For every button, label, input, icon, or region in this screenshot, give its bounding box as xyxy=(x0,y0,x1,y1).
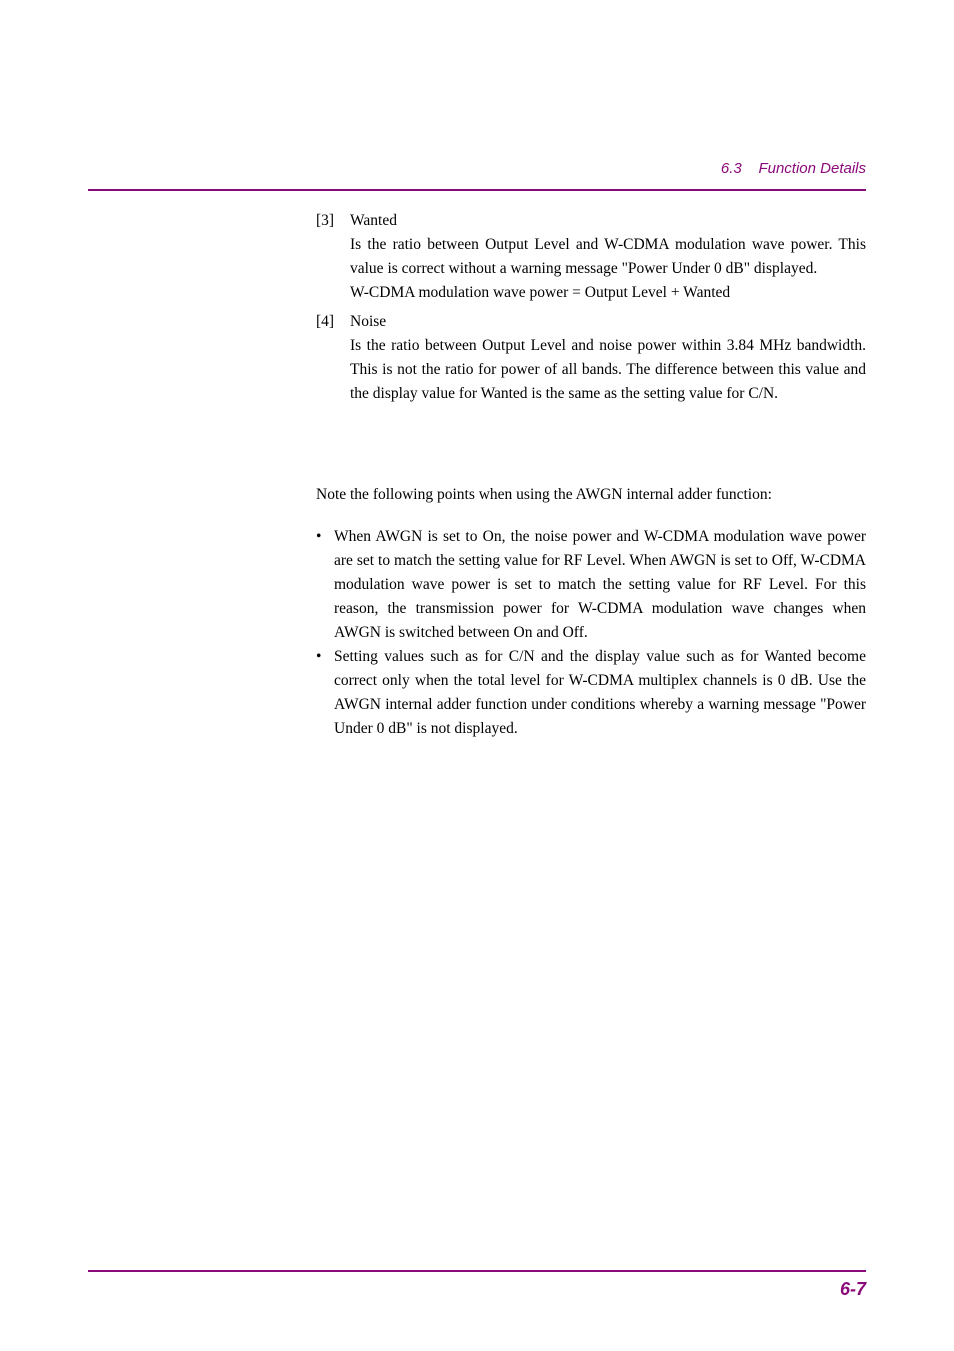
definition-item-wanted xyxy=(316,209,866,305)
section-header-title: 6.3 Function Details xyxy=(720,160,866,177)
bullet-text: Setting values such as for C/N and the display value such as for Wanted become correct only when the total level for W-CDMA multiplex channels is 0 dB. Use the AWGN internal adder function under conditions whereby a warning message "Power Under 0 dB" is not displayed. xyxy=(334,648,866,737)
list-item xyxy=(316,645,866,741)
definition-term: Noise xyxy=(350,313,387,330)
list-item xyxy=(316,525,866,645)
definition-list xyxy=(316,209,866,406)
definition-paragraph: Is the ratio between Output Level and W-CDMA modulation wave power. This value is correct without a warning message "Power Under 0 dB" displayed. xyxy=(350,236,866,277)
definition-number: [4] xyxy=(316,313,335,330)
page-number: 6-7 xyxy=(839,1279,866,1299)
bullet-text: When AWGN is set to On, the noise power and W-CDMA modulation wave power are set to match the setting value for RF Level. When AWGN is set to Off, W-CDMA modulation wave power is set to match the setting value for RF Level. For this reason, the transmission power for W-CDMA modulation wave changes when AWGN is switched between On and Off. xyxy=(334,528,866,641)
bullet-icon: • xyxy=(316,528,322,545)
header-divider xyxy=(88,189,866,191)
footer-divider xyxy=(88,1270,866,1272)
definition-paragraph: Is the ratio between Output Level and noise power within 3.84 MHz bandwidth. This is not the ratio for power of all bands. The difference between this value and the display value for Wanted is the same as the setting value for C/N. xyxy=(350,337,866,402)
definition-formula: W-CDMA modulation wave power = Output Level + Wanted xyxy=(350,284,731,301)
definition-item-noise xyxy=(316,310,866,406)
definition-term: Wanted xyxy=(350,212,397,229)
bullet-icon: • xyxy=(316,648,322,665)
note-intro: Note the following points when using the AWGN internal adder function: xyxy=(316,486,772,503)
note-bullet-list xyxy=(316,525,866,741)
definition-number: [3] xyxy=(316,212,335,229)
